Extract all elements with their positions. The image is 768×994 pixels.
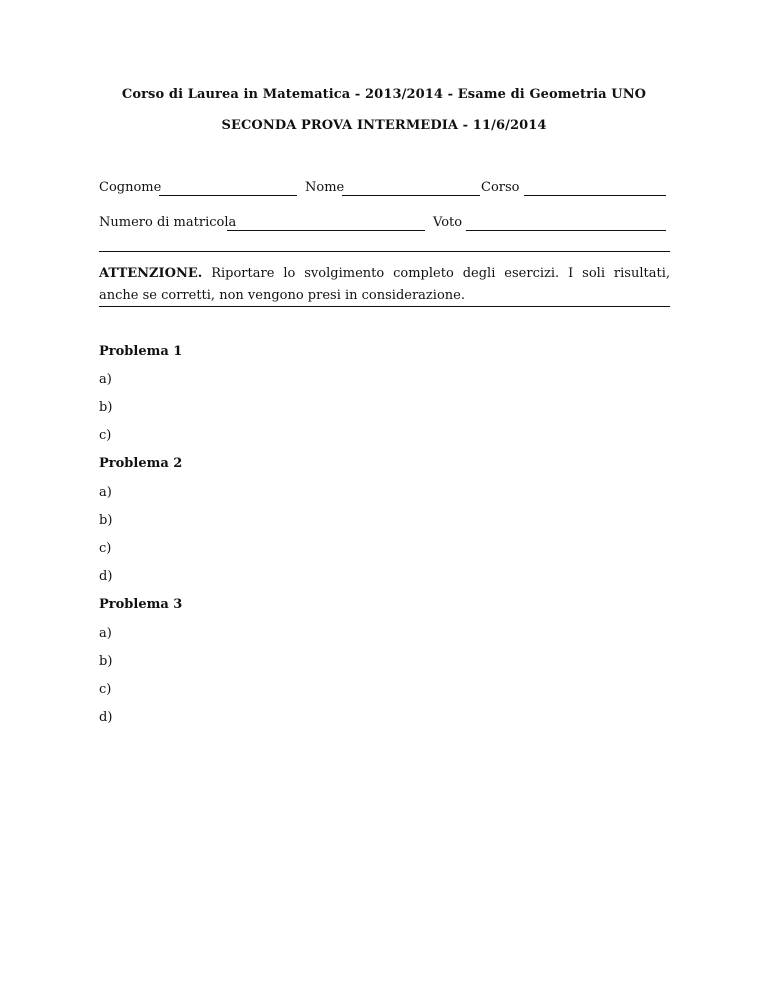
problem-2-item-d: d) [99, 569, 113, 584]
problem-1-item-a: a) [99, 372, 112, 387]
problem-3-item-d: d) [99, 710, 113, 725]
problem-2-item-a: a) [99, 485, 112, 500]
problem-3-item-b: b) [99, 654, 113, 669]
matricola-label: Numero di matricola [99, 215, 237, 230]
exam-subtitle: SECONDA PROVA INTERMEDIA - 11/6/2014 [221, 118, 547, 133]
divider-bottom [99, 306, 670, 307]
problem-2-title: Problema 2 [99, 456, 183, 471]
problem-3-item-a: a) [99, 626, 112, 641]
cognome-label: Cognome [99, 180, 162, 195]
attention-lead: ATTENZIONE. [99, 266, 203, 281]
attention-text: Riportare lo svolgimento completo degli esercizi. I soli risultati, anche se corretti, non vengono presi in considerazione. [99, 266, 670, 303]
attention-notice [99, 263, 670, 307]
divider-top [99, 251, 670, 252]
problem-3-item-c: c) [99, 682, 112, 697]
problem-2-item-c: c) [99, 541, 112, 556]
corso-field[interactable] [524, 195, 666, 196]
problem-1-item-b: b) [99, 400, 113, 415]
corso-label: Corso [481, 180, 520, 195]
exam-title: Corso di Laurea in Matematica - 2013/2014 - Esame di Geometria UNO [121, 87, 647, 102]
voto-field[interactable] [466, 230, 666, 231]
problem-3-title: Problema 3 [99, 597, 183, 612]
nome-field[interactable] [342, 195, 480, 196]
cognome-field[interactable] [159, 195, 297, 196]
matricola-field[interactable] [227, 230, 425, 231]
problem-1-item-c: c) [99, 428, 112, 443]
voto-label: Voto [433, 215, 463, 230]
nome-label: Nome [305, 180, 345, 195]
student-name-row [99, 180, 670, 200]
problem-1-title: Problema 1 [99, 344, 183, 359]
problem-2-item-b: b) [99, 513, 113, 528]
matricola-row [99, 215, 670, 235]
